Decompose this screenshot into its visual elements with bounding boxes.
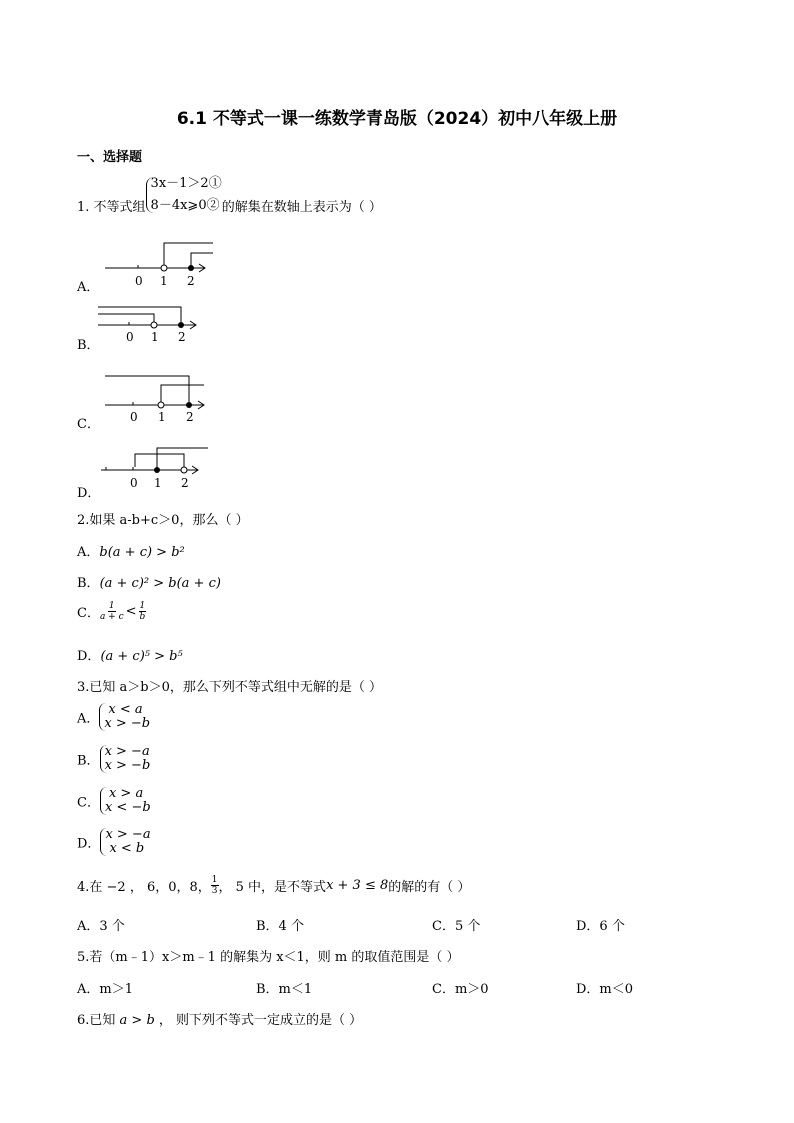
question-2-option-a: A．b(a + c) > b² [77, 545, 185, 560]
system-line-2: 8－4x⩾0② [150, 197, 220, 213]
page-title: 6.1 不等式一课一练数学青岛版（2024）初中八年级上册 [176, 109, 618, 129]
section-heading: 一、选择题 [77, 150, 143, 165]
question-1 [77, 174, 382, 215]
question-1-system [146, 177, 222, 213]
question-5-option-c: C．m＞0 [432, 982, 489, 997]
question-2-option-b: B．(a + c)² > b(a + c) [77, 576, 221, 591]
question-3-option-b: B． x > −a x > −b [77, 744, 151, 773]
tick-2: 2 [186, 410, 194, 424]
question-5-option-b: B．m＜1 [256, 982, 313, 997]
tick-0: 0 [126, 330, 134, 344]
tick-1: 1 [158, 410, 166, 424]
tick-1: 1 [154, 476, 162, 490]
option-b-label: B． [77, 338, 100, 353]
number-line-b [95, 300, 205, 346]
option-c-label: C． [77, 417, 100, 432]
number-line-d [98, 442, 213, 492]
tick-2: 2 [178, 330, 186, 344]
option-d-label: D． [77, 486, 101, 501]
question-4-option-d: D．6 个 [576, 919, 625, 934]
question-1-prefix: 1. 不等式组 [77, 200, 146, 215]
system-line-1: 3x－1＞2① [150, 175, 222, 191]
tick-0: 0 [130, 410, 138, 424]
question-4-stem: 4.在 −2 ， 6，0，8， $\frac{1}{3}$ ， 5 中，是不等式x + 3 ≤ 8的解的有（ ） [77, 875, 471, 896]
question-2-stem: 2.如果 a-b+c＞0，那么（ ） [77, 513, 249, 528]
question-2-option-c: C． $\frac{1}{a + c}$ < $\frac{1}{b}$ [77, 601, 146, 622]
number-line-c [100, 370, 210, 425]
question-6-stem: 6.已知 a > b ， 则下列不等式一定成立的是（ ） [77, 1013, 363, 1028]
question-3-option-d: D． x > −a x < b [77, 827, 151, 856]
question-5-stem: 5.若（m﹣1）x＞m﹣1 的解集为 x＜1，则 m 的取值范围是（ ） [77, 950, 460, 965]
question-3-option-a: A． x < a x > −b [77, 702, 151, 731]
question-4-option-a: A．3 个 [77, 919, 125, 934]
number-line-a [100, 238, 220, 292]
tick-1: 1 [151, 330, 159, 344]
question-3-stem: 3.已知 a＞b＞0，那么下列不等式组中无解的是（ ） [77, 680, 383, 695]
question-5-option-a: A．m＞1 [77, 982, 133, 997]
tick-0: 0 [135, 274, 143, 288]
question-3-option-c: C． x > a x < −b [77, 786, 151, 815]
tick-0: 0 [130, 476, 138, 490]
question-2-option-d: D．(a + c)⁵ > b⁵ [77, 649, 183, 664]
tick-2: 2 [187, 274, 195, 288]
tick-1: 1 [160, 274, 168, 288]
option-a-label: A． [77, 280, 100, 295]
tick-2: 2 [181, 476, 189, 490]
question-5-option-d: D．m＜0 [576, 982, 634, 997]
question-4-option-b: B．4 个 [256, 919, 304, 934]
question-4-option-c: C．5 个 [432, 919, 481, 934]
question-1-suffix: 的解集在数轴上表示为（ ） [221, 200, 382, 215]
